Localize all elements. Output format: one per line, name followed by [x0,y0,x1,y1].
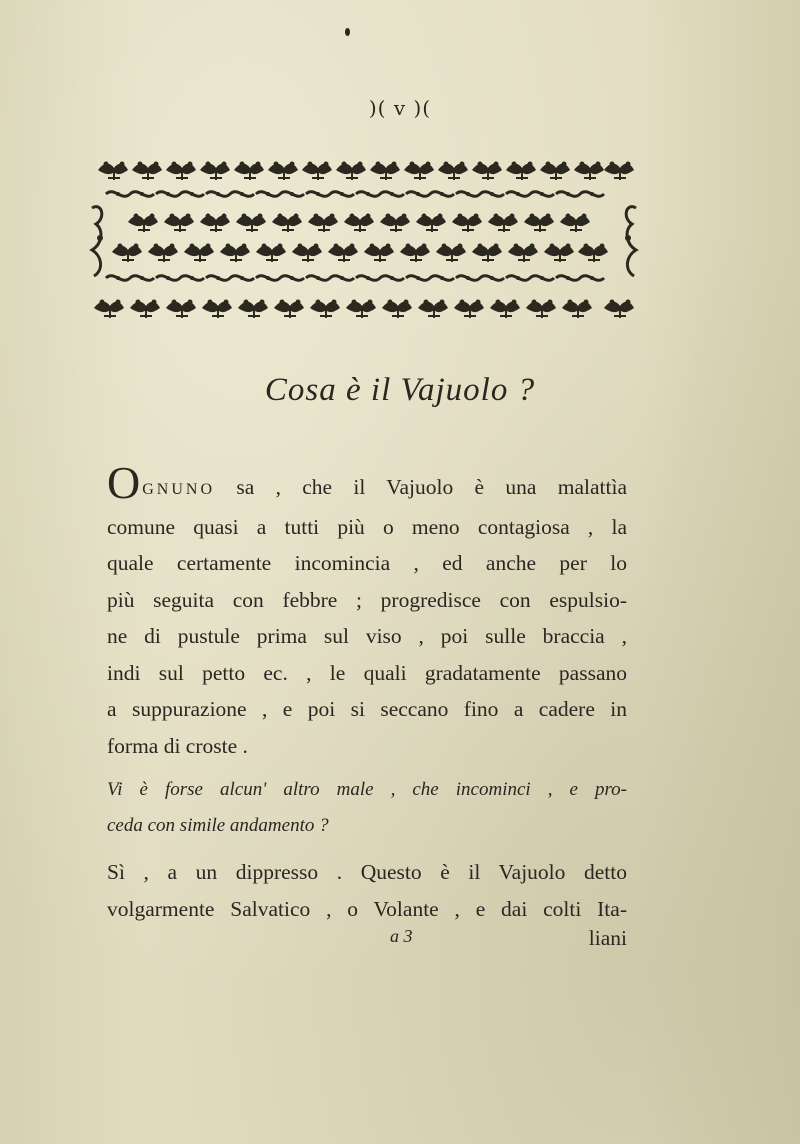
paragraph-1-line: quale certamente incomincia , ed anche per lo [107,551,627,575]
paragraph-1-line: a suppurazione , e poi si seccano fino a cadere in [107,697,627,721]
paragraph-1 [107,457,627,764]
ink-speck [345,28,350,36]
signature-mark: a 3 [390,926,413,946]
paragraph-1-line: forma di croste . [107,733,248,758]
floral-headpiece-ornament [88,158,642,334]
catchword: liani [588,926,627,950]
paragraph-2-line: volgarmente Salvatico , o Volante , e dai colti Ita- [107,896,627,921]
drop-cap: O [107,457,141,508]
paragraph-1-line: comune quasi a tutti più o meno contagiosa , la [107,514,627,539]
line-text: sa , che il Vajuolo è una malattìa [215,475,627,499]
paragraph-1-line: più seguita con febbre ; progredisce con espulsio- [107,587,627,612]
paragraph-1-line: indi sul petto ec. , le quali gradatamente passano [107,660,627,685]
chapter-title: Cosa è il Vajuolo ? [264,372,536,408]
question-paragraph [107,772,627,844]
question-line: Vi è forse alcun' altro male , che incominci , e pro- [107,779,627,800]
footer-line [107,926,627,962]
question-line: ceda con simile andamento ? [107,815,329,836]
page-number: )( v )( [368,96,432,120]
paragraph-2-line: Sì , a un dippresso . Questo è il Vajuolo detto [107,860,627,884]
paragraph-2 [107,854,627,927]
small-caps-word: GNUNO [142,481,216,498]
paragraph-1-line: ne di pustule prima sul viso , poi sulle braccia , [107,624,627,648]
paragraph-1-line [107,457,627,509]
